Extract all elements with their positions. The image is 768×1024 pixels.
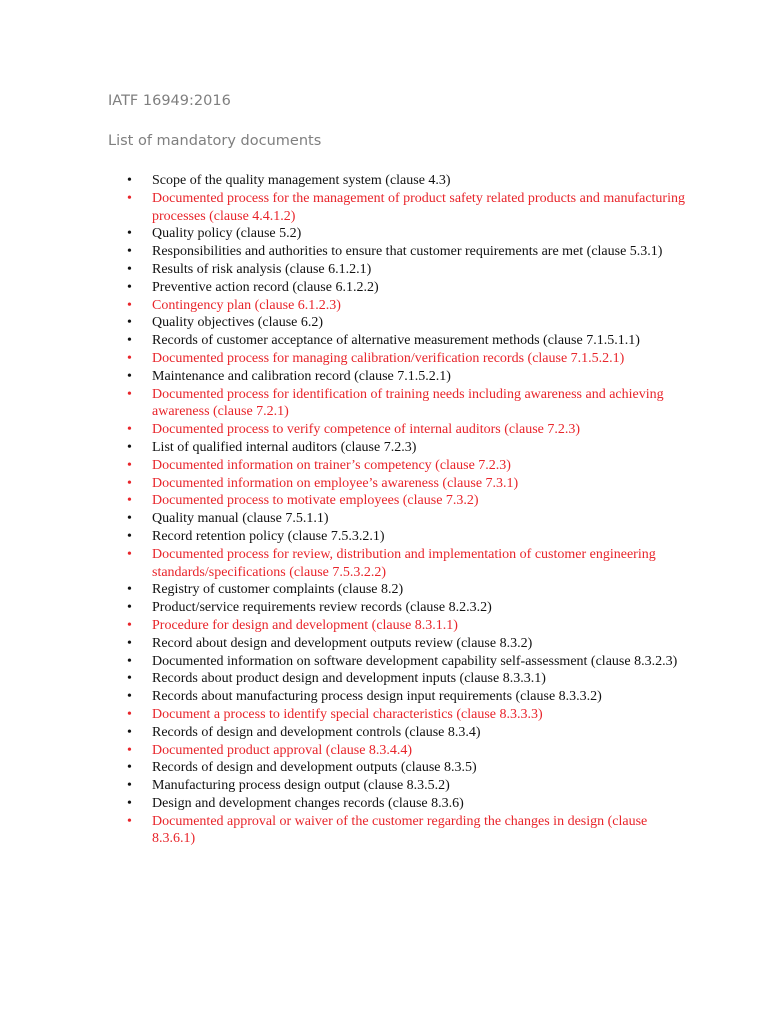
list-item: • Document a process to identify special characteristics (clause 8.3.3.3) [126,706,686,724]
list-item: • Documented process for managing calibration/verification records (clause 7.1.5.2.1) [126,350,686,368]
list-item: • Scope of the quality management system (clause 4.3) [126,172,686,190]
list-item: • Quality manual (clause 7.5.1.1) [126,510,686,528]
list-item: • Documented process for identification of training needs including awareness and achieving awareness (clause 7.2.1) [126,386,686,422]
list-item: • Records of design and development outputs (clause 8.3.5) [126,759,686,777]
list-item: • Registry of customer complaints (clause 8.2) [126,581,686,599]
list-item: • Procedure for design and development (clause 8.3.1.1) [126,617,686,635]
list-item: • Records about product design and development inputs (clause 8.3.3.1) [126,670,686,688]
list-item: • Record retention policy (clause 7.5.3.2.1) [126,528,686,546]
list-item: • Documented approval or waiver of the customer regarding the changes in design (clause 8.3.6.1) [126,813,686,849]
list-item: • Documented information on trainer’s competency (clause 7.2.3) [126,457,686,475]
list-item: • Records of design and development controls (clause 8.3.4) [126,724,686,742]
list-item: • List of qualified internal auditors (clause 7.2.3) [126,439,686,457]
list-item: • Documented process for the management of product safety related products and manufacturing processes (clause 4.4.1.2) [126,190,686,226]
list-item: • Quality policy (clause 5.2) [126,225,686,243]
list-item: • Maintenance and calibration record (clause 7.1.5.2.1) [126,368,686,386]
mandatory-documents-list [126,172,686,848]
list-item: • Manufacturing process design output (clause 8.3.5.2) [126,777,686,795]
list-item: • Design and development changes records (clause 8.3.6) [126,795,686,813]
list-item: • Documented process to motivate employees (clause 7.3.2) [126,492,686,510]
list-item: • Preventive action record (clause 6.1.2.2) [126,279,686,297]
list-item: • Documented process to verify competence of internal auditors (clause 7.2.3) [126,421,686,439]
list-item: • Documented information on software development capability self-assessment (clause 8.3.2.3) [126,653,686,671]
list-item: • Documented information on employee’s awareness (clause 7.3.1) [126,475,686,493]
list-item: • Record about design and development outputs review (clause 8.3.2) [126,635,686,653]
document-subtitle: List of mandatory documents [108,133,322,149]
list-item: • Records of customer acceptance of alternative measurement methods (clause 7.1.5.1.1) [126,332,686,350]
list-item: • Results of risk analysis (clause 6.1.2.1) [126,261,686,279]
list-item: • Responsibilities and authorities to ensure that customer requirements are met (clause 5.3.1) [126,243,686,261]
list-item: • Contingency plan (clause 6.1.2.3) [126,297,686,315]
list-item: • Product/service requirements review records (clause 8.2.3.2) [126,599,686,617]
list-item: • Documented product approval (clause 8.3.4.4) [126,742,686,760]
list-item: • Records about manufacturing process design input requirements (clause 8.3.3.2) [126,688,686,706]
list-item: • Quality objectives (clause 6.2) [126,314,686,332]
list-item: • Documented process for review, distribution and implementation of customer engineering standards/specifications (clause 7.5.3.2.2) [126,546,686,582]
document-title: IATF 16949:2016 [108,93,231,109]
